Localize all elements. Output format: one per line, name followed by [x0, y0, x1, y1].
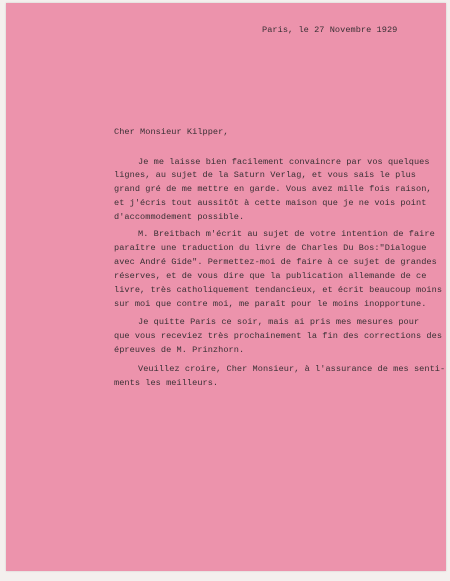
paragraph-line: grand gré de me mettre en garde. Vous avez mille fois raison, [114, 184, 432, 194]
salutation: Cher Monsieur Kilpper, [114, 127, 229, 137]
paragraph-line: Je quitte Paris ce soir, mais ai pris mes mesures pour [138, 317, 420, 327]
paragraph-line: M. Breitbach m'écrit au sujet de votre intention de faire [138, 229, 435, 239]
paragraph-line: sur moi que contre moi, me paraît pour le moins inopportune. [114, 299, 427, 309]
paragraph-line: lignes, au sujet de la Saturn Verlag, et vous sais le plus [114, 170, 417, 180]
paragraph-line: réserves, et de vous dire que la publication allemande de ce [114, 271, 427, 281]
paragraph-line: que vous receviez très prochainement la fin des corrections des [114, 331, 443, 341]
date-line: Paris, le 27 Novembre 1929 [262, 25, 398, 35]
paragraph-line: livre, très catholiquement tendancieux, et écrit beaucoup moins [114, 285, 443, 295]
paragraph-line: Je me laisse bien facilement convaincre par vos quelques [138, 157, 430, 167]
letter-page [6, 3, 446, 571]
paragraph-line: et j'écris tout aussitôt à cette maison que je ne vois point [114, 198, 427, 208]
paragraph-line: avec André Gide". Permettez-moi de faire à ce sujet de grandes [114, 257, 437, 267]
paragraph-line: paraître une traduction du livre de Charles Du Bos:"Dialogue [114, 243, 427, 253]
paragraph-line: épreuves de M. Prinzhorn. [114, 345, 245, 355]
paragraph-line: Veuillez croire, Cher Monsieur, à l'assurance de mes senti- [138, 364, 446, 374]
paragraph-line: ments les meilleurs. [114, 378, 219, 388]
paragraph-line: d'accommodement possible. [114, 212, 245, 222]
